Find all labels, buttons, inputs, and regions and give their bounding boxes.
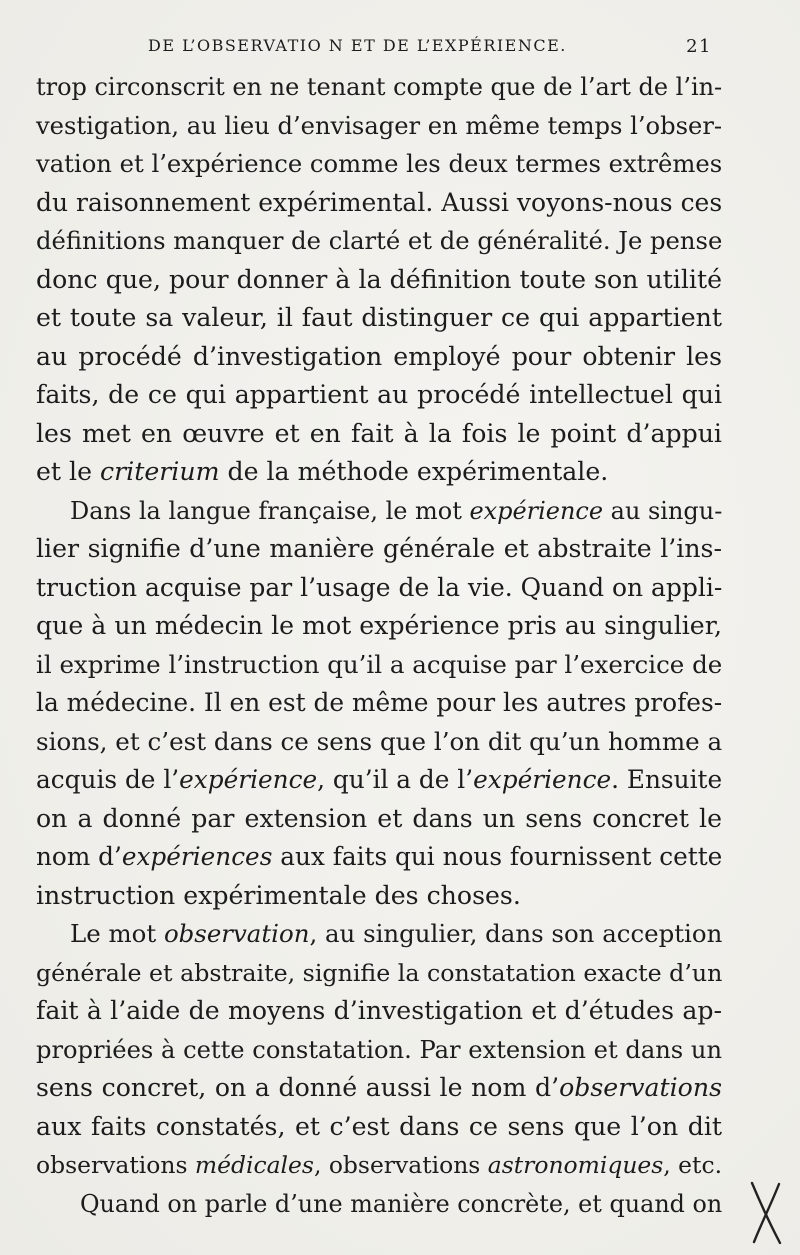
italic-term: astronomiques	[487, 1151, 664, 1179]
text-line: les met en œuvre et en fait à la fois le point d’appui	[36, 418, 722, 448]
text-line: lier signifie d’une manière générale et abstraite l’ins-	[36, 534, 722, 563]
italic-term: expériences	[121, 842, 273, 871]
italic-term: médicales	[194, 1151, 314, 1179]
text-line: donc que, pour donner à la définition toute son utilité	[36, 264, 722, 294]
text-line: fait à l’aide de moyens d’investigation et d’études ap-	[36, 996, 722, 1025]
text-line: il exprime l’instruction qu’il a acquise par l’exercice de	[36, 649, 723, 679]
paragraph-start-line: Le mot observation, au singulier, dans son acception	[70, 919, 723, 948]
text-line: instruction expérimentale des choses.	[36, 880, 521, 910]
paragraph-start-line: Dans la langue française, le mot expérience au singu-	[70, 496, 723, 525]
text-line: et le criterium de la méthode expérimentale.	[36, 457, 609, 486]
italic-term: observation	[163, 919, 310, 948]
text-line: trop circonscrit en ne tenant compte que de l’art de l’in-	[36, 73, 723, 101]
paragraph-start-line: Quand on parle d’une manière concrète, et quand on	[80, 1189, 723, 1218]
text-line: nom d’expériences aux faits qui nous fournissent cette	[36, 842, 723, 871]
handwritten-x-mark	[748, 1180, 784, 1246]
italic-term: criterium	[100, 457, 220, 486]
italic-term: expérience	[179, 765, 318, 794]
text-line: définitions manquer de clarté et de généralité. Je pense	[36, 226, 723, 255]
text-line: propriées à cette constatation. Par extension et dans un	[36, 1035, 722, 1064]
text-line: que à un médecin le mot expérience pris au singulier,	[36, 611, 722, 640]
text-line: observations médicales, observations astronomiques, etc.	[36, 1151, 723, 1179]
text-line: la médecine. Il en est de même pour les autres profes-	[36, 688, 723, 717]
body-text	[36, 68, 722, 1223]
text-line: et toute sa valeur, il faut distinguer ce qui appartient	[36, 303, 722, 332]
italic-term: expérience	[469, 496, 604, 525]
text-line: sions, et c’est dans ce sens que l’on dit qu’un homme a	[36, 726, 723, 756]
text-line: sens concret, on a donné aussi le nom d’observations	[36, 1073, 722, 1102]
page-number: 21	[686, 36, 712, 57]
text-line: aux faits constatés, et c’est dans ce sens que l’on dit	[36, 1111, 722, 1141]
text-line: acquis de l’expérience, qu’il a de l’expérience. Ensuite	[36, 765, 723, 794]
text-line: du raisonnement expérimental. Aussi voyons-nous ces	[36, 187, 723, 217]
italic-term: observations	[559, 1073, 722, 1102]
text-line: vestigation, au lieu d’envisager en même temps l’obser-	[36, 111, 723, 140]
text-line: vation et l’expérience comme les deux termes extrêmes	[36, 149, 723, 178]
running-title: DE L’OBSERVATIO N ET DE L’EXPÉRIENCE.	[148, 36, 567, 55]
text-line: on a donné par extension et dans un sens concret le	[36, 803, 722, 833]
text-line: au procédé d’investigation employé pour obtenir les	[36, 341, 722, 371]
text-line: truction acquise par l’usage de la vie. Quand on appli-	[36, 572, 723, 602]
text-line: générale et abstraite, signifie la constatation exacte d’un	[36, 958, 723, 987]
text-line: faits, de ce qui appartient au procédé intellectuel qui	[36, 380, 722, 409]
italic-term: expérience	[473, 765, 612, 794]
